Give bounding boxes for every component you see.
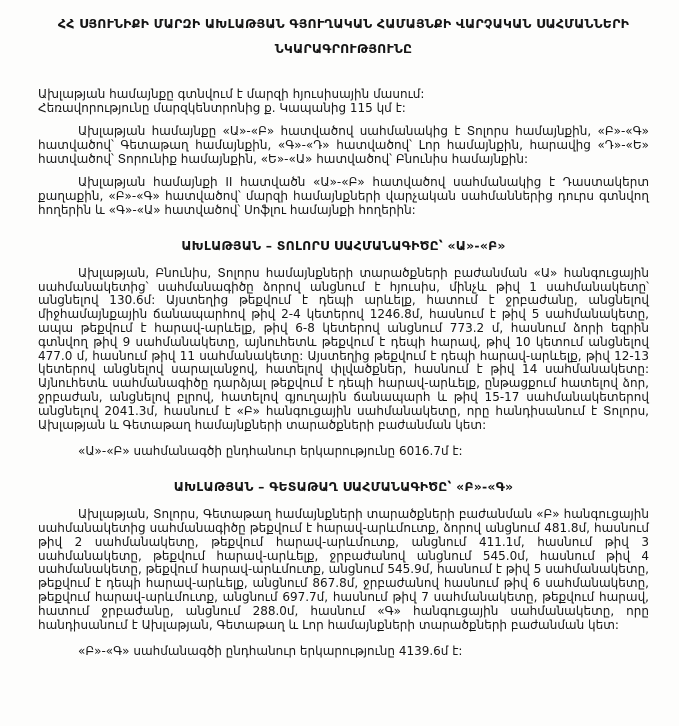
section-2-total-length: «Բ»-«Գ» սահմանագծի ընդհանուր երկարությունը 4139.6մ է:	[78, 644, 463, 659]
document-title-line-1: ՀՀ ՍՅՈՒՆԻՔԻ ՄԱՐԶԻ ԱԽԼԱԹՅԱՆ ԳՅՈՒՂԱԿԱՆ ՀԱՄԱՅՆՔԻ ՎԱՐՉԱԿԱՆ ՍԱՀՄԱՆՆԵՐԻ	[57, 16, 630, 31]
neighbors-paragraph: Ախլաթյան համայնքը «Ա»-«Բ» հատվածով սահմանակից է Տոլորս համայնքին, «Բ»-«Գ» հատվածով՝ Գետաթաղ համայնքին, «Գ»-«Դ» հատվածով՝ Լոր համայնքին, հարավից «Դ»-«Ե» հատվածով՝ Տորունիք համայնքին, «Ե»-«Ա» հատվածով՝ Բնունիս համայնքին:	[38, 124, 649, 166]
section-1-heading: ԱԽԼԱԹՅԱՆ – ՏՈԼՈՐՍ ՍԱՀՄԱՆԱԳԻԾԸ՝ «Ա»-«Բ»	[181, 237, 506, 253]
document-title	[44, 16, 643, 57]
section-1-body: Ախլաթյան, Բնունիս, Տոլորս համայնքների տարածքների բաժանման «Ա» հանգուցային սահմանակետից՝ սահմանագիծը ձորով անցնում է հյուսիս, մինչև թիվ 1 սահմանակետը՝ անցնելով 130.6մ: Այստեղից թեքվում է դեպի արևելք, հատում է ջրբաժանը, անցնելով միջհամայնքային ճանապարհով թիվ 2-4 կետերով 1246.8մ, հասնում է թիվ 5 սահմանակետը, ապա թեքվում է հարավ-արևելք, թիվ 6-8 կետերով անցնում 773.2 մ, հասնում ձորի եզրին գտնվող թիվ 9 սահմանակետը, այնուհետև թեքվում է դեպի հարավ, թիվ 10 կետում անցնելով 477.0 մ, հասնում թիվ 11 սահմանակետը: Այստեղից թեքվում է դեպի հարավ-արևելք, թիվ 12-13 կետերով անցնելով սարալանջով, հատելով փլվածքներ, հասնում է թիվ 14 սահմանակետը: Այնուհետև սահմանագիծը դարձյալ թեքվում է դեպի հարավ-արևելք, ընթացքում հատելով ձոր, ջրբաժան, անցնելով բլրով, հատելով գյուղային ճանապարհ և թիվ 15-17 սահմանակետերով անցնելով 2041.3մ, հասնում է «Բ» հանգուցային սահմանակետը, որը հանդիսանում է Տոլորս, Ախլաթյան և Գետաթաղ համայնքների տարածքների բաժանման կետ:	[38, 265, 649, 432]
section-2-heading: ԱԽԼԱԹՅԱՆ – ԳԵՏԱԹԱՂ ՍԱՀՄԱՆԱԳԻԾԸ՝ «Բ»-«Գ»	[173, 479, 514, 495]
section-akhlatyan-tolors	[38, 238, 649, 459]
section-1-total-length: «Ա»-«Բ» սահմանագծի ընդհանուր երկարությունը 6016.7մ է:	[78, 444, 463, 459]
document-title-line-2: ՆԿԱՐԱԳՐՈՒԹՅՈՒՆԸ	[274, 41, 413, 56]
location-sentence-1: Ախլաթյան համայնքը գտնվում է մարզի հյուսիսային մասում:	[38, 87, 425, 101]
section-2-body: Ախլաթյան, Տոլորս, Գետաթաղ համայնքների տարածքների բաժանման «Բ» հանգուցային սահմանակետից սահմանագիծը թեքվում է հարավ-արևմուտք, ձորով անցնում 481.8մ, հասնում թիվ 2 սահմանակետը, թեքվում հարավ-արևմուտք, անցնում 411.1մ, հասնում թիվ 3 սահմանակետը, թեքվում հարավ-արևելք, ջրբաժանով անցնում 545.0մ, հասնում թիվ 4 սահմանակետը, թեքվում հարավ-արևմուտք, անցնում 545.9մ, հասնում է թիվ 5 սահմանակետը, թեքվում է դեպի հարավ-արևելք, անցնում 867.8մ, ջրբաժանով հասնում թիվ 6 սահմանակետը, թեքվում հարավ-արևմուտք, անցնում 697.7մ, հասնում թիվ 7 սահմանակետը, թեքվում հարավ, հատում ջրբաժանը, անցնում 288.0մ, հասնում «Գ» հանգուցային սահմանակետը, որը հանդիսանում է Ախլաթյան, Գետաթաղ և Լոր համայնքների տարածքների բաժանման կետ:	[38, 507, 649, 632]
location-sentence-2: Հեռավորությունը մարզկենտրոնից ք. Կապանից 115 կմ է:	[38, 101, 406, 115]
intro-section	[38, 87, 649, 218]
second-fragment-paragraph: Ախլաթյան համայնքի II հատվածն «Ա»-«Բ» հատվածով սահմանակից է Դաստակերտ քաղաքին, «Բ»-«Գ» հատվածով՝ մարզի համայնքների վարչական սահմաններից դուրս գտնվող հողերին և «Գ»-«Ա» հատվածով՝ Սոֆլու համայնքի հողերին:	[38, 175, 649, 217]
section-akhlatyan-getatagh	[38, 479, 649, 659]
